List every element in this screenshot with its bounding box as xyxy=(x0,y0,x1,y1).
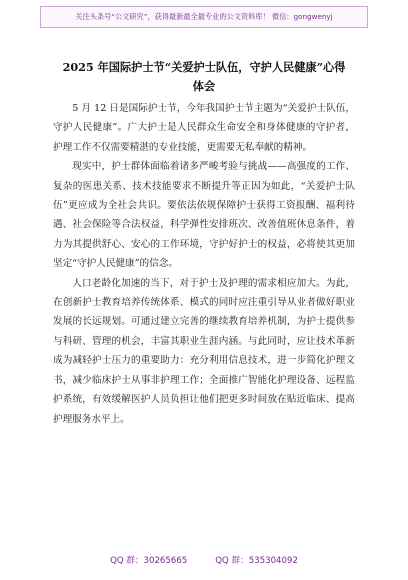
footer-qq-group-1: QQ 群：30265665 xyxy=(110,556,188,566)
footer-qq-group-2: QQ 群：535304092 xyxy=(215,556,298,566)
header-banner xyxy=(40,6,368,28)
paragraph-2: 现实中，护士群体面临着诸多严峻考验与挑战——高强度的工作、复杂的医患关系、技术技能要求不断提升等正因为如此，“关爱护士队伍”更应成为全社会共识。要依法依规保障护士获得工资报酬、福利待遇、社会保险等合法权益，科学弹性安排班次、改善值班休息条件，着力为其提供舒心、安心的工作环境，守护好护士的权益，必将使其更加坚定“守护人民健康”的信念。 xyxy=(53,161,355,270)
document-title-line-2: 体会 xyxy=(192,79,216,93)
document-title-line-1: 2025 年国际护士节“关爱护士队伍，守护人民健康”心得 xyxy=(62,60,346,74)
footer xyxy=(0,554,408,566)
document-body xyxy=(53,99,355,429)
paragraph-1: 5 月 12 日是国际护士节，今年我国护士节主题为“关爱护士队伍，守护人民健康”。广大护士是人民群众生命安全和身体健康的守护者，护理工作不仅需要精湛的专业技能，更需要无私奉献的精神。 xyxy=(53,103,355,153)
paragraph-3: 人口老龄化加速的当下，对于护士及护理的需求相应加大。为此，在创新护士教育培养传统体系、模式的同时应注重引导从业者做好职业发展的长远规划。可通过建立完善的继续教育培养机制，为护士提供参与科研、管理的机会，丰富其职业生涯内涵。与此同时，应让技术革新成为减轻护士压力的重要助力：充分利用信息技术，进一步简化护理文书，减少临床护士从事非护理工作；全面推广智能化护理设备、远程监护系统，有效缓解医护人员负担让他们把更多时间放在贴近临床、提高护理服务水平上。 xyxy=(53,277,355,425)
banner-text: 关注头条号“公文研究”，获得最新最全最专业的公文资料库！ 微信：gongwenyj xyxy=(75,12,333,21)
